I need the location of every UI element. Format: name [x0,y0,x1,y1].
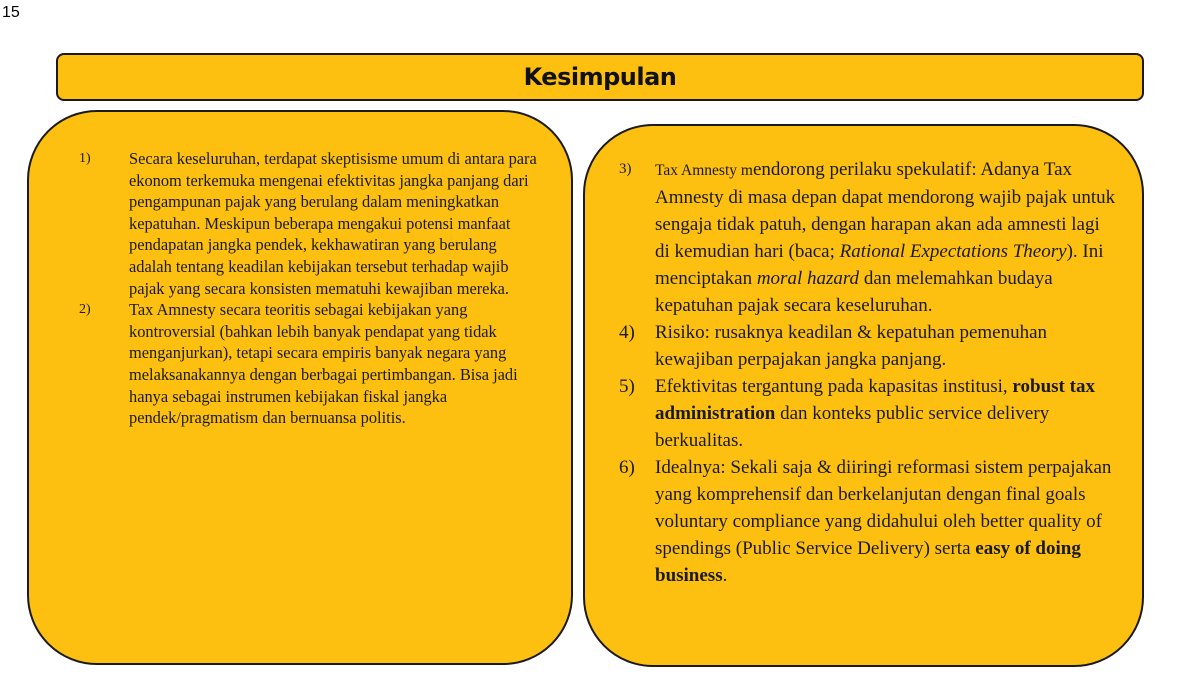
item-text-part: endorong perilaku spekulatif: Adanya Tax Amnesty di masa depan dapat mendorong wajib pajak untuk sengaja tidak patuh, dengan harapan akan ada amnesti lagi di kemudian hari (baca; [655,159,1116,262]
item-text-part: . [722,565,728,586]
item-text-part: Efektivitas tergantung pada kapasitas institusi, [655,376,1013,397]
item-number: 5) [619,376,635,397]
left-conclusion-list [79,148,541,429]
item-number: 1) [79,151,91,166]
item-text-part: ). Ini menciptakan [655,241,1104,289]
item-text: Secara keseluruhan, terdapat skeptisisme umum di antara para ekonom terkemuka mengenai efektivitas jangka panjang dari pengampunan pajak yang berulang dalam meningkatkan kepatuhan. Meskipun beberapa mengakui potensi manfaat pendapatan jangka pendek, kekhawatiran yang berulang adalah tentang keadilan kebijakan tersebut terhadap wajib pajak yang secara konsisten mematuhi kewajiban mereka. [129,149,537,298]
conclusion-item-4 [619,319,1118,373]
left-conclusion-panel [27,110,573,665]
slide-title: Kesimpulan [523,63,677,91]
title-banner [56,53,1144,101]
item-text-part: Idealnya: Sekali saja & diiringi reformasi sistem perpajakan yang komprehensif dan berkelanjutan dengan final goals voluntary compliance yang didahului oleh better quality of spendings (Public Service Delivery) serta [655,457,1112,559]
conclusion-item-6 [619,454,1118,589]
item-text-part: dan melemahkan budaya kepatuhan pajak secara keseluruhan. [655,268,1053,316]
item-number: 3) [619,161,632,177]
item-text: Tax Amnesty secara teoritis sebagai kebijakan yang kontroversial (bahkan lebih banyak pendapat yang tidak menganjurkan), tetapi secara empiris banyak negara yang melaksanakannya dengan berbagai pertimbangan. Bisa jadi hanya sebagai instrumen kebijakan fiskal jangka pendek/pragmatism dan bernuansa politis. [129,300,518,428]
conclusion-item-3 [619,156,1118,319]
item-text [655,156,1118,319]
right-conclusion-list [619,156,1118,589]
item-text [655,454,1118,589]
item-text-part: dan konteks public service delivery berkualitas. [655,403,1050,451]
item-text [655,373,1118,454]
item-text-lead: Tax Amnesty m [655,162,753,179]
item-number: 6) [619,457,635,478]
slide-number: 15 [2,4,20,21]
conclusion-item-1 [79,148,541,299]
bold-term: easy of doing business [655,538,1081,586]
item-number: 4) [619,322,635,343]
right-conclusion-panel [583,124,1144,667]
conclusion-item-2 [79,299,541,429]
item-text: Risiko: rusaknya keadilan & kepatuhan pemenuhan kewajiban perpajakan jangka panjang. [655,322,1048,370]
italic-term: Rational Expectations Theory [839,241,1067,262]
item-number: 2) [79,302,91,318]
conclusion-item-5 [619,373,1118,454]
bold-term: robust tax administration [655,376,1095,424]
italic-term: moral hazard [756,268,860,289]
